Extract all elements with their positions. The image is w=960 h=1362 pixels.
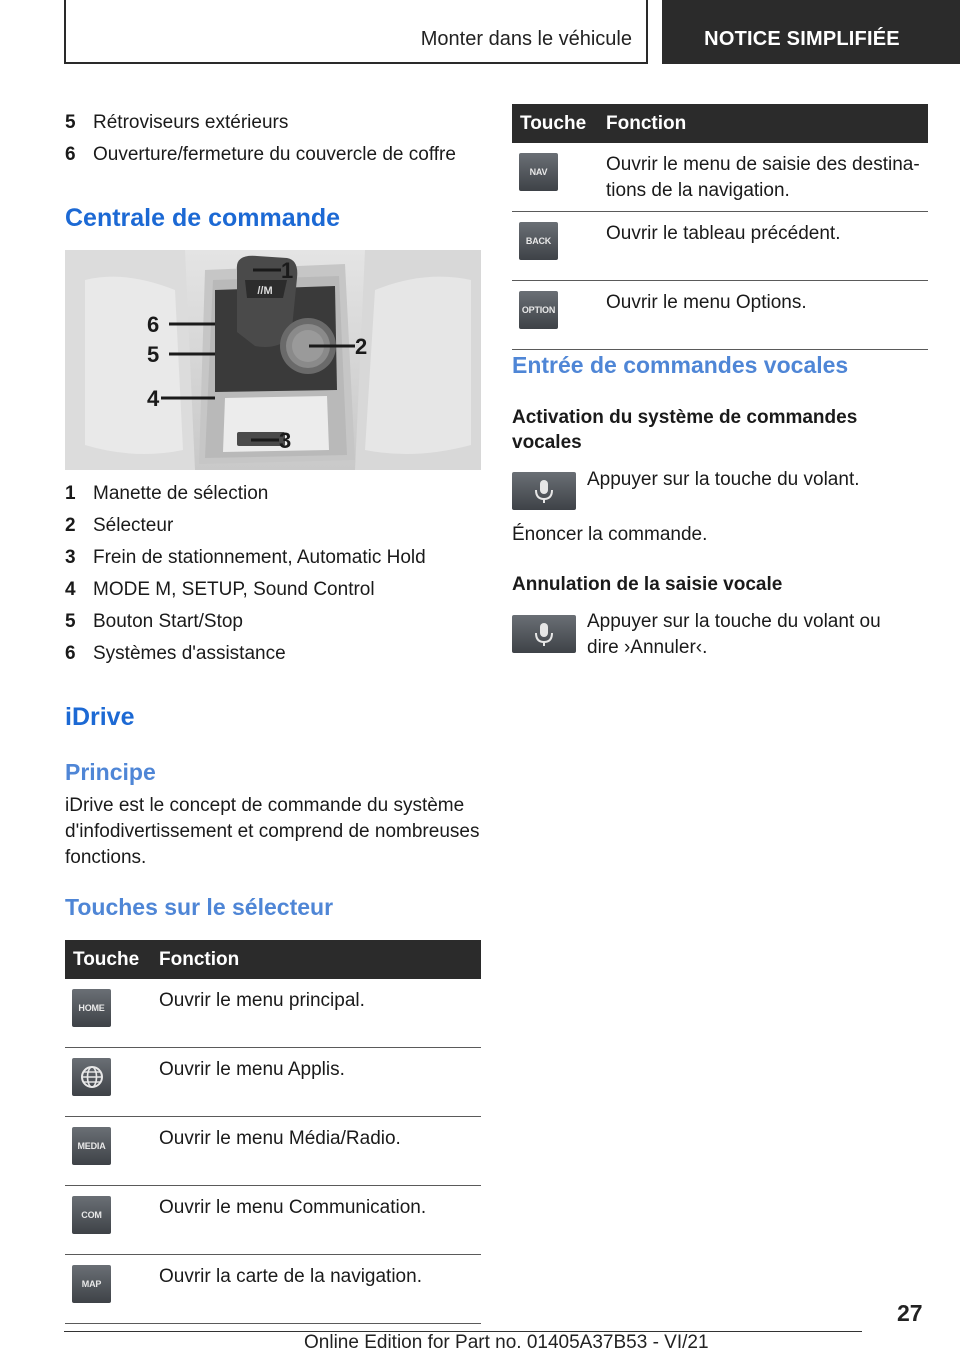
table-row <box>65 1255 481 1324</box>
item-text: Frein de stationnement, Automatic Hold <box>93 547 426 568</box>
control-centre-illustration <box>65 250 481 470</box>
item-text: Rétroviseurs extérieurs <box>93 112 289 133</box>
list-item <box>65 144 481 176</box>
home-key-icon: HOME <box>72 989 111 1027</box>
microphone-icon <box>512 615 576 653</box>
voice-activation-heading: Activation du système de commandes vocales <box>512 407 858 453</box>
figure-label: 3 <box>279 428 292 453</box>
nav-key-icon: NAV <box>519 153 558 191</box>
list-item <box>65 483 481 515</box>
function-text: Ouvrir le menu Communication. <box>159 1186 481 1255</box>
header-section-box <box>64 0 648 64</box>
item-number: 2 <box>65 515 76 536</box>
voice-heading: Entrée de commandes vocales <box>512 352 849 378</box>
table-header-row <box>65 940 481 979</box>
item-text: Ouverture/fermeture du couvercle de coffre <box>93 144 456 165</box>
item-number: 6 <box>65 144 76 165</box>
figure-label: 6 <box>147 312 160 337</box>
function-text: Ouvrir la carte de la navigation. <box>159 1255 481 1324</box>
column-header-function: Fonction <box>606 104 928 143</box>
item-number: 4 <box>65 579 76 600</box>
header-section-title: Monter dans le véhicule <box>420 28 632 50</box>
table-row <box>512 212 928 281</box>
voice-cancel-heading: Annulation de la saisie vocale <box>512 574 783 595</box>
column-header-key: Touche <box>65 940 159 979</box>
list-item <box>65 611 481 643</box>
cancel-text: Appuyer sur la touche du volant ou dire ›Annuler‹. <box>587 611 881 658</box>
page-number: 27 <box>897 1300 923 1326</box>
figure-label: 1 <box>281 258 294 283</box>
item-number: 3 <box>65 547 76 568</box>
function-text: Ouvrir le menu principal. <box>159 979 481 1048</box>
apps-globe-key-icon <box>72 1058 111 1096</box>
edition-note: Online Edition for Part no. 01405A37B53 - VI/21 <box>304 1332 709 1353</box>
say-command-text: Énoncer la commande. <box>512 524 708 545</box>
item-text: Sélecteur <box>93 515 174 536</box>
item-text: Systèmes d'assistance <box>93 643 286 664</box>
item-number: 6 <box>65 643 76 664</box>
keys-table-left <box>65 940 481 1324</box>
list-item <box>65 515 481 547</box>
media-key-icon: MEDIA <box>72 1127 111 1165</box>
m-logo: //M <box>257 285 273 297</box>
item-text: Manette de sélection <box>93 483 269 504</box>
map-key-icon: MAP <box>72 1265 111 1303</box>
steering-voice-button <box>512 472 576 510</box>
table-row <box>65 1048 481 1117</box>
column-header-function: Fonction <box>159 940 481 979</box>
microphone-icon <box>512 472 576 510</box>
function-text: Ouvrir le menu de saisie des destina-tions de la navigation. <box>606 143 928 212</box>
table-row <box>512 143 928 212</box>
principe-heading: Principe <box>65 759 156 785</box>
com-key-icon: COM <box>72 1196 111 1234</box>
item-number: 1 <box>65 483 76 504</box>
table-row <box>65 1186 481 1255</box>
centrale-heading: Centrale de commande <box>65 204 341 232</box>
function-text: Ouvrir le menu Applis. <box>159 1048 481 1117</box>
keys-table-right <box>512 104 928 350</box>
steering-voice-button <box>512 615 576 653</box>
back-key-icon: BACK <box>519 222 558 260</box>
list-item <box>65 112 481 144</box>
table-row <box>65 979 481 1048</box>
table-row <box>65 1117 481 1186</box>
activation-text: Appuyer sur la touche du volant. <box>587 469 860 490</box>
table-header-row <box>512 104 928 143</box>
option-key-icon: OPTION <box>519 291 558 329</box>
list-item <box>65 547 481 579</box>
keys-heading: Touches sur le sélecteur <box>65 894 334 920</box>
item-number: 5 <box>65 112 76 133</box>
column-header-key: Touche <box>512 104 606 143</box>
header-chapter-title: NOTICE SIMPLIFIÉE <box>704 28 900 50</box>
list-item <box>65 579 481 611</box>
figure-label: 2 <box>355 334 368 359</box>
item-number: 5 <box>65 611 76 632</box>
function-text: Ouvrir le menu Options. <box>606 281 928 350</box>
centrale-list <box>65 483 481 675</box>
function-text: Ouvrir le tableau précédent. <box>606 212 928 281</box>
function-text: Ouvrir le menu Média/Radio. <box>159 1117 481 1186</box>
control-centre-figure <box>65 250 481 470</box>
figure-label: 5 <box>147 342 160 367</box>
table-row <box>512 281 928 350</box>
item-text: MODE M, SETUP, Sound Control <box>93 579 375 600</box>
principe-text: iDrive est le concept de commande du système d'infodivertissement et comprend de nombreuses fonctions. <box>65 795 480 868</box>
header-chapter-box <box>662 0 960 64</box>
item-text: Bouton Start/Stop <box>93 611 243 632</box>
figure-label: 4 <box>147 386 160 411</box>
mirror-list <box>65 112 481 176</box>
list-item <box>65 643 481 675</box>
idrive-heading: iDrive <box>65 703 135 731</box>
